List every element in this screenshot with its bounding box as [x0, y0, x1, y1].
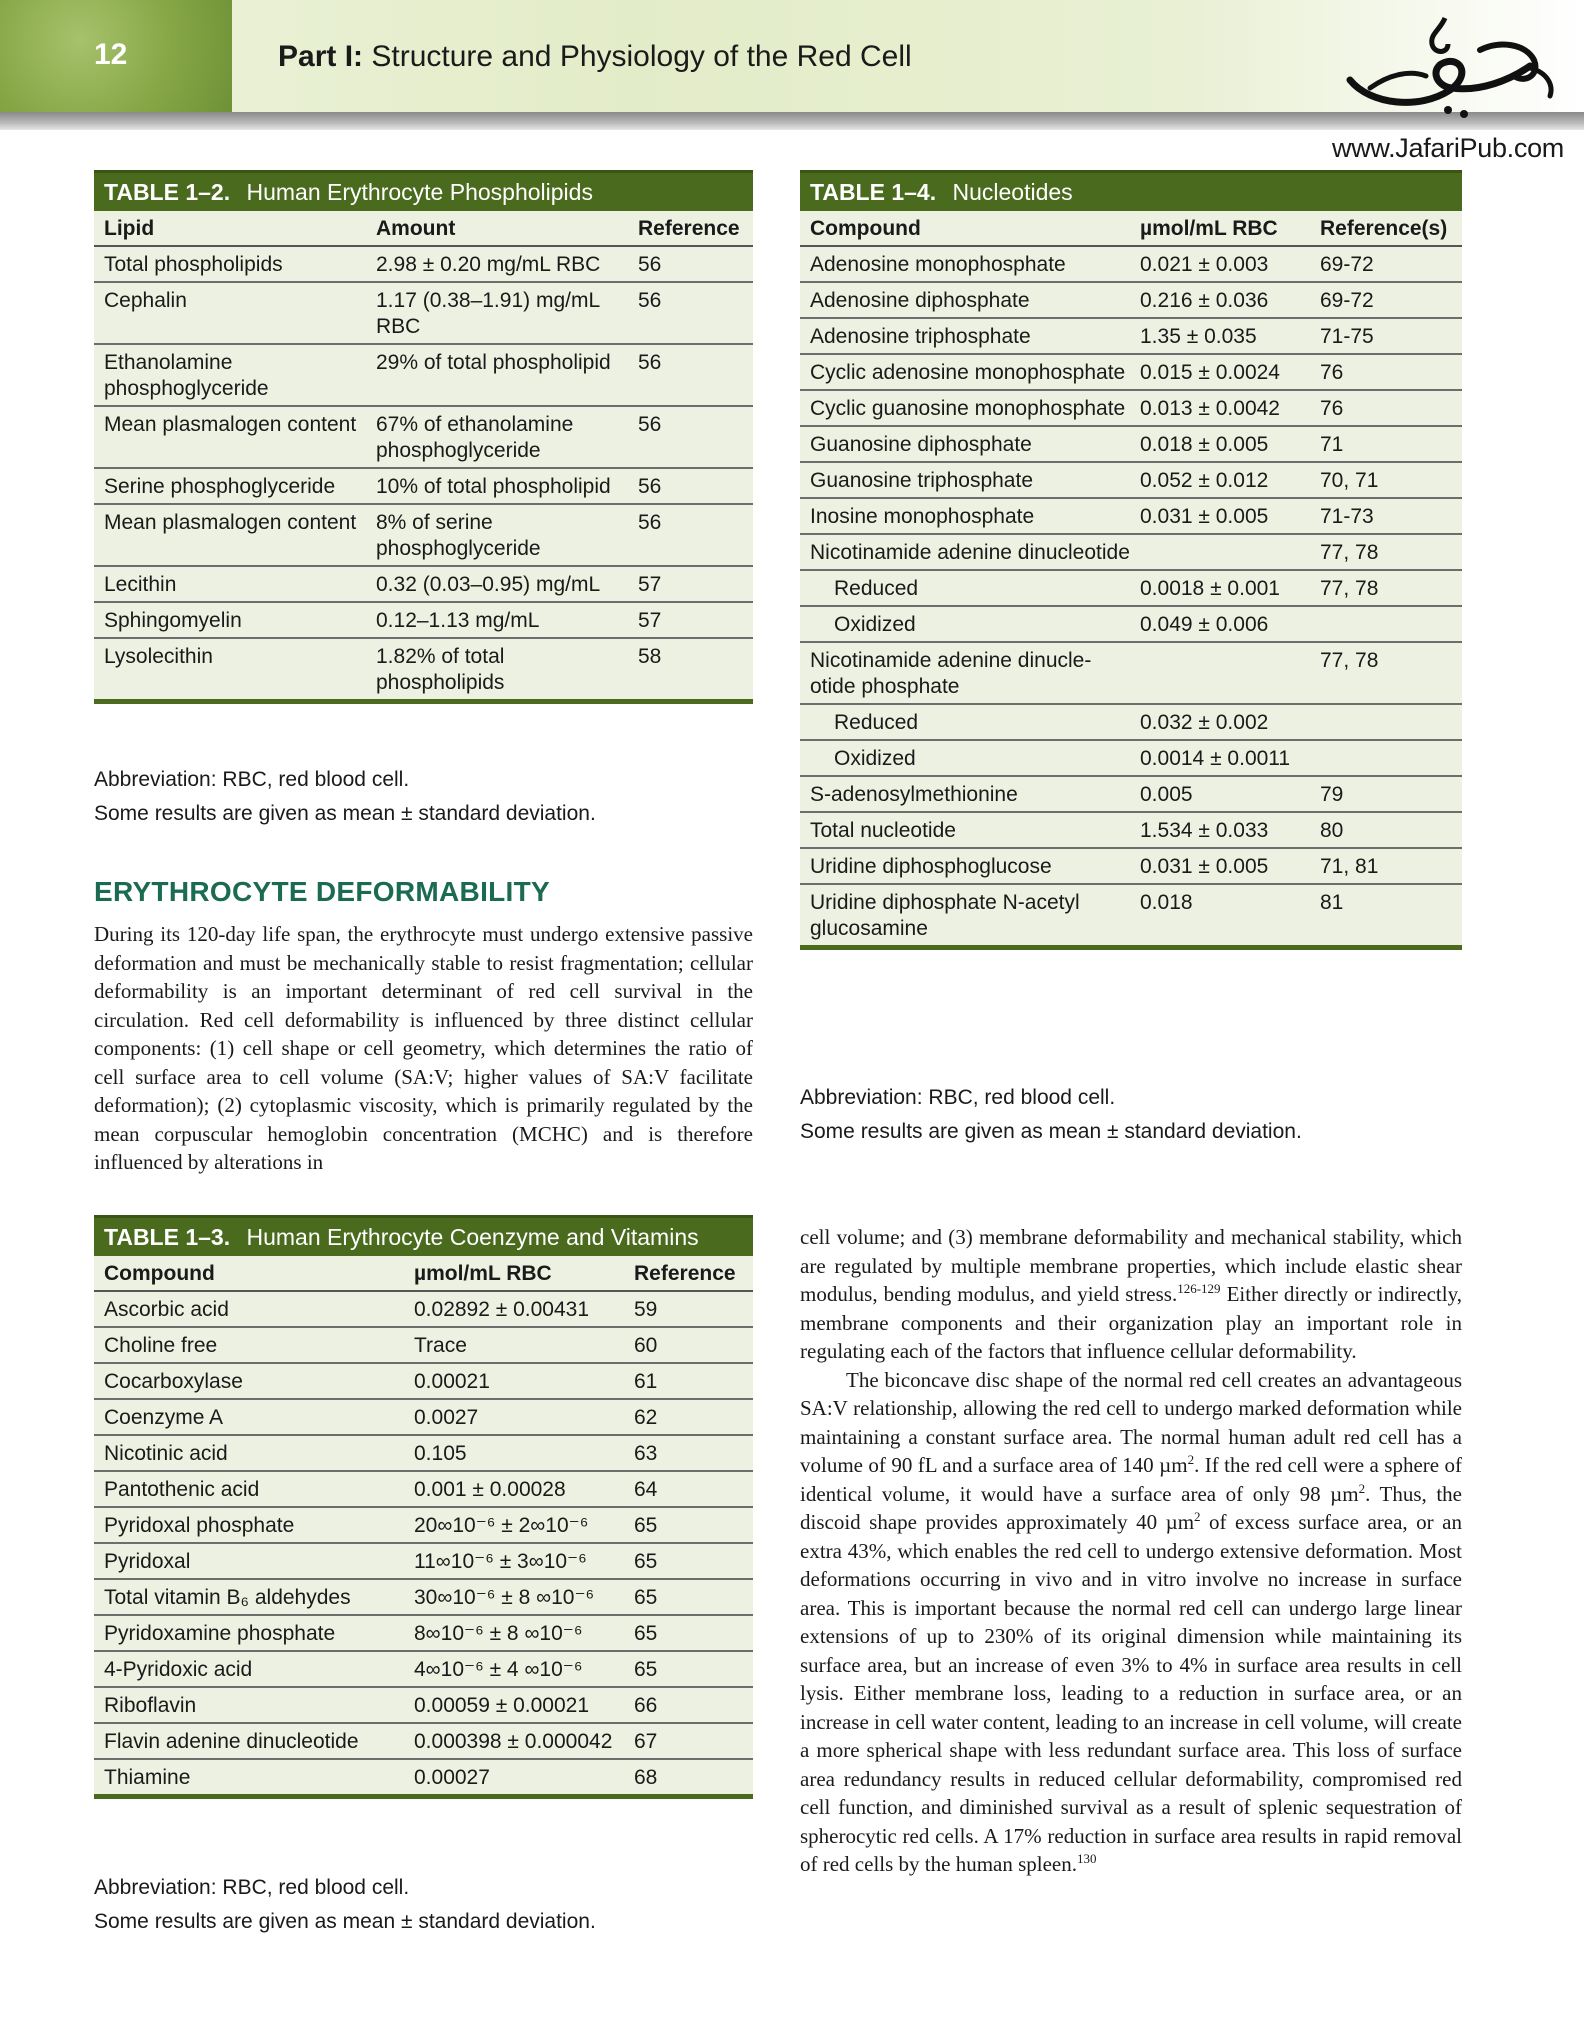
table-row	[800, 283, 1462, 319]
table-row	[94, 1508, 753, 1544]
table-cell: 1.82% of total phospholipids	[376, 645, 505, 694]
table-cell: 0.00021	[414, 1370, 490, 1393]
paragraph-text: . If the red cell were a sphere of identical volume, it would have a surface area of only 98 µm	[800, 1453, 1463, 1506]
table-row	[800, 499, 1462, 535]
table-cell: Pyridoxal phosphate	[104, 1514, 295, 1537]
table-cell: 0.000398 ± 0.000042	[414, 1730, 613, 1753]
table-cell: Serine phosphoglyceride	[104, 475, 336, 498]
table-cell: 20∞10⁻⁶ ± 2∞10⁻⁶	[414, 1514, 589, 1537]
table-cell: 1.35 ± 0.035	[1140, 325, 1257, 348]
table-cell: 56	[638, 475, 662, 498]
table-cell: 69-72	[1320, 253, 1374, 276]
table-cell: 56	[638, 511, 662, 534]
table-note	[94, 1871, 753, 1939]
table-cell: 65	[634, 1622, 658, 1645]
abbreviation-note: Abbreviation: RBC, red blood cell.	[94, 1876, 410, 1899]
table-row	[800, 463, 1462, 499]
table-cell: 56	[638, 253, 662, 276]
body-column-left	[94, 920, 753, 1177]
table-cell: 71-73	[1320, 505, 1374, 528]
table-cell: 69-72	[1320, 289, 1374, 312]
table-header-row	[94, 211, 753, 247]
table-cell: 57	[638, 609, 662, 632]
table-cell: 0.105	[414, 1442, 467, 1465]
table-cell: 65	[634, 1586, 658, 1609]
table-cell: Cocarboxylase	[104, 1370, 243, 1393]
column-header: µmol/mL RBC	[1140, 217, 1278, 240]
table-note	[800, 1081, 1462, 1149]
table-cell	[1310, 607, 1462, 641]
table-cell: 0.031 ± 0.005	[1140, 855, 1269, 878]
table-row	[94, 469, 753, 505]
table-cell: 60	[634, 1334, 658, 1357]
table-row	[94, 1436, 753, 1472]
site-url: www.JafariPub.com	[1332, 133, 1564, 163]
table-cell	[1310, 741, 1462, 775]
table-cell: 65	[634, 1550, 658, 1573]
table-cell: 0.021 ± 0.003	[1140, 253, 1269, 276]
table-cell: 65	[634, 1658, 658, 1681]
superscript: 2	[1358, 1480, 1366, 1496]
table-body	[94, 1292, 753, 1799]
table-row	[94, 1544, 753, 1580]
table-cell: Guanosine diphosphate	[810, 433, 1032, 456]
table-row	[800, 427, 1462, 463]
table-row	[94, 1652, 753, 1688]
table-cell: 62	[634, 1406, 658, 1429]
table-row	[94, 1472, 753, 1508]
table-cell: 0.052 ± 0.012	[1140, 469, 1269, 492]
sd-note: Some results are given as mean ± standard deviation.	[94, 802, 596, 825]
table-row	[94, 639, 753, 704]
table-cell: 56	[638, 413, 662, 436]
table-row	[800, 777, 1462, 813]
table-cell: 0.049 ± 0.006	[1140, 613, 1269, 636]
table-cell: 68	[634, 1766, 658, 1789]
table-cell: 0.32 (0.03–0.95) mg/mL	[376, 573, 601, 596]
table-cell: 66	[634, 1694, 658, 1717]
table-row	[94, 1292, 753, 1328]
table-cell: Sphingomyelin	[104, 609, 242, 632]
table-cell: Total vitamin B₆ aldehydes	[104, 1586, 351, 1609]
table-number: TABLE 1–2.	[104, 179, 231, 205]
table-row	[94, 1328, 753, 1364]
table-row	[800, 705, 1462, 741]
running-title	[278, 40, 912, 74]
abbreviation-note: Abbreviation: RBC, red blood cell.	[800, 1086, 1116, 1109]
table-title	[94, 170, 753, 211]
table-cell: Lysolecithin	[104, 645, 213, 668]
table-row	[94, 1364, 753, 1400]
table-cell: 56	[638, 289, 662, 312]
table-cell: 81	[1320, 891, 1344, 914]
table-cell: Adenosine triphosphate	[810, 325, 1031, 348]
table-cell: Nicotinic acid	[104, 1442, 228, 1465]
table-cell: 29% of total phospholipid	[376, 351, 611, 374]
table-cell: Adenosine monophosphate	[810, 253, 1066, 276]
table-cell: 0.02892 ± 0.00431	[414, 1298, 590, 1321]
table-number: TABLE 1–4.	[810, 179, 937, 205]
table-cell: 0.018	[1140, 891, 1193, 914]
table-cell: 63	[634, 1442, 658, 1465]
table-cell: Oxidized	[834, 747, 916, 770]
table-cell: 76	[1320, 361, 1344, 384]
column-header: µmol/mL RBC	[414, 1262, 552, 1285]
table-cell: Ascorbic acid	[104, 1298, 229, 1321]
table-cell: 0.12–1.13 mg/mL	[376, 609, 540, 632]
table-cell: 4∞10⁻⁶ ± 4 ∞10⁻⁶	[414, 1658, 583, 1681]
table-cell: 0.015 ± 0.0024	[1140, 361, 1280, 384]
table-number: TABLE 1–3.	[104, 1224, 231, 1250]
table-title	[800, 170, 1462, 211]
table-row	[94, 603, 753, 639]
table-cell: S-adenosylmethionine	[810, 783, 1018, 806]
citation: 130	[1077, 1851, 1097, 1866]
table-row	[94, 505, 753, 567]
table-cell: 1.17 (0.38–1.91) mg/mL RBC	[376, 289, 600, 338]
paragraph	[800, 1366, 1462, 1879]
table-cell: 4-Pyridoxic acid	[104, 1658, 253, 1681]
table-cell: 10% of total phospholipid	[376, 475, 611, 498]
table-cell: 0.0014 ± 0.0011	[1140, 747, 1291, 770]
table-row	[94, 283, 753, 345]
table-cell: 64	[634, 1478, 658, 1501]
table-cell: Lecithin	[104, 573, 177, 596]
body-column-right	[800, 1223, 1462, 1879]
table-header-row	[94, 1256, 753, 1292]
paragraph: During its 120-day life span, the erythrocyte must undergo extensive passive deformation and must be mechanically stable to resist fragmentation; cellular deformability is an important determinant of red cell survival in the circulation. Red cell deformability is influenced by three distinct cellular components: (1) cell shape or cell geometry, which determines the ratio of cell surface area to cell volume (SA:V; higher values of SA:V facilitate deformation); (2) cytoplasmic viscosity, which is primarily regulated by the mean corpuscular hemoglobin concentration (MCHC) and is therefore influenced by alterations in	[94, 922, 753, 1174]
table-cell: Mean plasmalogen content	[104, 511, 357, 534]
table-cell: Reduced	[834, 577, 919, 600]
paragraph-text: The biconcave disc shape of the normal red cell creates an advantageous SA:V relationship, allowing the red cell to undergo marked deformation while maintaining a constant surface area. The normal human adult red cell has a volume of 90 fL and a surface area of 140 µm	[800, 1367, 1462, 1477]
table-header-row	[800, 211, 1462, 247]
citation: 126-129	[1177, 1281, 1221, 1296]
table-cell: 0.0027	[414, 1406, 479, 1429]
part-title: Structure and Physiology of the Red Cell	[371, 40, 912, 73]
column-header: Compound	[810, 217, 921, 240]
table-row	[800, 741, 1462, 777]
table-caption: Human Erythrocyte Coenzyme and Vitamins	[246, 1224, 699, 1250]
table-row	[94, 1724, 753, 1760]
column-header: Reference	[638, 217, 740, 240]
table-cell: 0.031 ± 0.005	[1140, 505, 1269, 528]
table-cell: 57	[638, 573, 662, 596]
table-row	[800, 885, 1462, 950]
table-row	[800, 571, 1462, 607]
sd-note: Some results are given as mean ± standard deviation.	[800, 1120, 1302, 1143]
table-cell: 8∞10⁻⁶ ± 8 ∞10⁻⁶	[414, 1622, 583, 1645]
table-cell: 30∞10⁻⁶ ± 8 ∞10⁻⁶	[414, 1586, 595, 1609]
table-cell: Pantothenic acid	[104, 1478, 260, 1501]
table-cell: 76	[1320, 397, 1344, 420]
table-cell: 58	[638, 645, 662, 668]
table-cell: Nicotinamide adenine dinucleotide	[810, 541, 1130, 564]
table-note	[94, 763, 753, 831]
table-cell: Riboflavin	[104, 1694, 197, 1717]
publisher-logo-icon	[1330, 10, 1560, 128]
table-cell: Pyridoxal	[104, 1550, 191, 1573]
table-caption: Human Erythrocyte Phospholipids	[246, 179, 593, 205]
paragraph-text: Either directly or indirectly, membrane components and their organization play an important role in regulating each of the factors that influence cellular deformability.	[800, 1282, 1462, 1363]
table-cell: Flavin adenine dinucleotide	[104, 1730, 359, 1753]
table-cell: Cyclic guanosine monophosphate	[810, 397, 1126, 420]
table-cell: 77, 78	[1320, 577, 1379, 600]
paragraph-text: cell volume; and (3) membrane deformability and mechanical stability, which are regulated by multiple membrane properties, which include elastic shear modulus, bending modulus, and yield stress.	[800, 1225, 1462, 1306]
table-cell: Oxidized	[834, 613, 916, 636]
table-cell: Mean plasmalogen content	[104, 413, 357, 436]
table-cell: 70, 71	[1320, 469, 1379, 492]
paragraph-text: of excess surface area, or an extra 43%, which enables the red cell to undergo extensive deformation. Most deformations occurring in vivo and in vitro involve no increase in surface area. This is important because the normal red cell can undergo large linear extensions of up to 230% of its original dimension while maintaining its surface area, but an increase of even 3% to 4% in surface area results in cell lysis. Either membrane loss, leading to a reduction in surface area, or an increase in cell water content, leading to an increase in cell volume, will create a more spherical shape with less redundant surface area. This loss of surface area redundancy results in reduced cellular deformability, compromised red cell function, and diminished survival as a result of splenic sequestration of spherocytic red cells. A 17% reduction in surface area results in rapid removal of red cells by the human spleen.	[800, 1510, 1462, 1876]
table-cell: Coenzyme A	[104, 1406, 224, 1429]
sd-note: Some results are given as mean ± standard deviation.	[94, 1910, 596, 1933]
table-cell	[1310, 705, 1462, 739]
table-cell: 0.032 ± 0.002	[1140, 711, 1269, 734]
table-cell	[1130, 535, 1310, 569]
table-cell: 61	[634, 1370, 658, 1393]
table-row	[800, 391, 1462, 427]
table-cell: 0.005	[1140, 783, 1193, 806]
column-header: Lipid	[104, 217, 155, 240]
table-1-4	[800, 170, 1462, 950]
table-cell: 0.0018 ± 0.001	[1140, 577, 1280, 600]
table-cell: Reduced	[834, 711, 919, 734]
table-cell: 59	[634, 1298, 658, 1321]
table-row	[800, 535, 1462, 571]
table-row	[94, 567, 753, 603]
table-cell: Cephalin	[104, 289, 187, 312]
section-heading: ERYTHROCYTE DEFORMABILITY	[94, 876, 551, 907]
column-header: Reference	[634, 1262, 736, 1285]
table-title	[94, 1215, 753, 1256]
table-cell: 67% of ethanolamine phosphoglyceride	[376, 413, 574, 462]
table-cell: Guanosine triphosphate	[810, 469, 1033, 492]
table-cell: 1.534 ± 0.033	[1140, 819, 1269, 842]
table-row	[94, 1688, 753, 1724]
table-cell: Adenosine diphosphate	[810, 289, 1030, 312]
table-row	[94, 247, 753, 283]
table-row	[800, 607, 1462, 643]
table-row	[800, 319, 1462, 355]
table-1-3	[94, 1215, 753, 1799]
table-cell: Uridine diphosphate N-acetyl glucosamine	[810, 891, 1080, 940]
column-header: Compound	[104, 1262, 215, 1285]
table-cell: Inosine monophosphate	[810, 505, 1035, 528]
table-cell: Total phospholipids	[104, 253, 283, 276]
abbreviation-note: Abbreviation: RBC, red blood cell.	[94, 768, 410, 791]
table-cell: 0.00027	[414, 1766, 490, 1789]
table-cell: 65	[634, 1514, 658, 1537]
table-cell: Total nucleotide	[810, 819, 956, 842]
table-cell: 56	[638, 351, 662, 374]
table-body	[800, 247, 1462, 950]
table-cell: 0.00059 ± 0.00021	[414, 1694, 590, 1717]
table-cell: Pyridoxamine phosphate	[104, 1622, 336, 1645]
table-row	[800, 355, 1462, 391]
table-cell	[1130, 643, 1310, 703]
table-row	[800, 849, 1462, 885]
table-cell: 71-75	[1320, 325, 1374, 348]
table-cell: 11∞10⁻⁶ ± 3∞10⁻⁶	[414, 1550, 587, 1573]
table-row	[94, 1616, 753, 1652]
table-cell: 77, 78	[1320, 649, 1379, 672]
paragraph	[800, 1223, 1462, 1366]
table-cell: 0.018 ± 0.005	[1140, 433, 1269, 456]
table-cell: 0.001 ± 0.00028	[414, 1478, 566, 1501]
table-body	[94, 247, 753, 704]
table-cell: 2.98 ± 0.20 mg/mL RBC	[376, 253, 601, 276]
superscript: 2	[1194, 1509, 1201, 1524]
table-cell: Thiamine	[104, 1766, 191, 1789]
column-header: Amount	[376, 217, 456, 240]
table-cell: 71, 81	[1320, 855, 1379, 878]
part-label: Part I:	[278, 40, 364, 73]
table-row	[94, 345, 753, 407]
table-cell: 80	[1320, 819, 1344, 842]
paragraph-text: . Thus, the discoid shape provides approximately 40 µm	[800, 1481, 1462, 1534]
table-row	[94, 407, 753, 469]
table-cell: 0.013 ± 0.0042	[1140, 397, 1280, 420]
table-cell: 8% of serine phosphoglyceride	[376, 511, 541, 560]
table-cell: Choline free	[104, 1334, 218, 1357]
table-cell: Cyclic adenosine monophosphate	[810, 361, 1126, 384]
table-cell: 67	[634, 1730, 658, 1753]
table-row	[800, 247, 1462, 283]
table-cell: 71	[1320, 433, 1344, 456]
table-caption: Nucleotides	[952, 179, 1073, 205]
table-row	[94, 1760, 753, 1799]
table-row	[800, 643, 1462, 705]
table-row	[94, 1400, 753, 1436]
table-cell: Trace	[414, 1334, 467, 1357]
table-cell: Ethanolamine phosphoglyceride	[104, 351, 269, 400]
table-cell: 79	[1320, 783, 1344, 806]
table-row	[800, 813, 1462, 849]
column-header: Reference(s)	[1320, 217, 1448, 240]
table-cell: 77, 78	[1320, 541, 1379, 564]
table-1-2	[94, 170, 753, 704]
table-cell: Uridine diphosphoglucose	[810, 855, 1052, 878]
table-cell: Nicotinamide adenine dinucle-otide phosphate	[810, 649, 1092, 698]
table-row	[94, 1580, 753, 1616]
page-number: 12	[94, 38, 128, 71]
superscript: 2	[1187, 1452, 1195, 1467]
table-cell: 0.216 ± 0.036	[1140, 289, 1269, 312]
